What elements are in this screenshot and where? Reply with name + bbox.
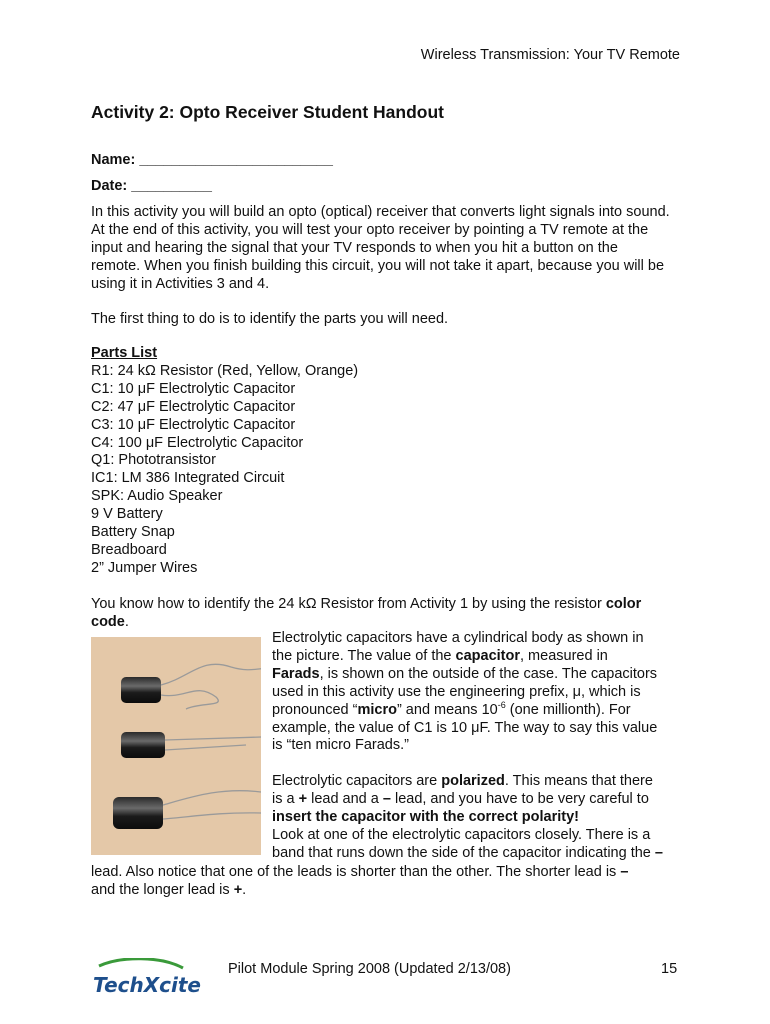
text-run: (one millionth). For [505,701,631,718]
text-line [272,791,682,809]
name-field [91,151,333,169]
page-title: Activity 2: Opto Receiver Student Handout [91,102,444,122]
date-blank: __________ [131,178,212,194]
logo-text: TechXcite [93,973,201,997]
text-line [272,699,682,720]
techxcite-logo [91,958,201,1004]
resistor-paragraph-end [91,613,129,631]
text-line: example, the value of C1 is 10 μF. The way to say this value [272,719,658,736]
polarized-paragraph [272,773,682,863]
parts-list-heading: Parts List [91,345,158,361]
text-line [272,666,682,684]
date-field [91,177,212,195]
parts-list-item: IC1: LM 386 Integrated Circuit [91,470,285,487]
text-line: Electrolytic capacitors have a cylindrical body as shown in [272,630,644,646]
text-run: ” and means 10 [396,701,498,718]
text-run: is a [272,790,299,807]
minus-sign: – [620,864,629,880]
parts-list-item: SPK: Audio Speaker [91,488,223,505]
polarized-term: polarized [441,773,505,789]
parts-list-item: Breadboard [91,541,167,558]
parts-list-item: Battery Snap [91,524,175,541]
date-label: Date: [91,178,128,194]
plus-sign: + [233,882,243,898]
page-number: 15 [661,961,678,977]
farads-term: Farads [272,665,320,682]
parts-list-item: Q1: Phototransistor [91,452,216,469]
text-line [91,881,246,899]
text-run: , is shown on the outside of the case. The capacitors [319,665,658,682]
polarity-warning: insert the capacitor with the correct polarity! [272,808,579,825]
text-line [272,773,682,791]
parts-list [91,345,358,578]
capacitors-photo [91,637,261,855]
minus-sign: – [382,790,391,807]
exponent: -6 [497,699,506,710]
period: . [124,614,129,630]
text-run: the picture. The value of the [272,647,456,664]
capacitor-paragraph [272,630,682,755]
capacitor-2 [121,732,261,758]
capacitors-illustration [91,637,261,855]
parts-list-item: C3: 10 μF Electrolytic Capacitor [91,416,296,433]
running-header: Wireless Transmission: Your TV Remote [420,47,680,63]
intro-paragraph: In this activity you will build an opto (optical) receiver that converts light signals into sound. At the end of this activity, you will test your opto receiver by pointing a TV remote at the input and hearing the signal that your TV responds to when you hit a button on the remote. When you finish building this circuit, you will not take it apart, because you will be using it in Activities 3 and 4. [91,204,670,292]
text-line [272,845,682,863]
text-line: Look at one of the electrolytic capacitors closely. There is a [272,826,651,843]
code-term: code [91,614,125,630]
capacitor-1 [121,664,261,709]
text-run: lead and a [307,790,383,807]
text-run: and the longer lead is [91,882,234,898]
text-run: lead. Also notice that one of the leads is shorter than the other. The shorter lead is [91,864,621,880]
resistor-paragraph [91,595,641,613]
name-blank: ________________________ [139,152,333,168]
text-line [272,648,682,666]
text-run: Electrolytic capacitors are [272,773,442,789]
resistor-text: You know how to identify the 24 kΩ Resistor from Activity 1 by using the resistor [91,596,606,612]
capacitor-3 [113,791,261,829]
text-run: . [242,882,247,898]
parts-list-item: 9 V Battery [91,506,163,523]
text-line: used in this activity use the engineering prefix, μ, which is [272,683,641,700]
parts-list-item: C1: 10 μF Electrolytic Capacitor [91,380,296,397]
color-term: color [605,596,642,612]
text-line: is “ten micro Farads.” [272,737,409,754]
parts-list-item: C4: 100 μF Electrolytic Capacitor [91,434,304,451]
minus-sign: – [654,844,663,861]
parts-list-item: 2” Jumper Wires [91,559,198,576]
logo-swoosh [99,959,183,968]
text-run: band that runs down the side of the capacitor indicating the [272,844,655,861]
text-run: pronounced “ [272,701,358,718]
text-run: . This means that there [504,773,653,789]
parts-list-item: R1: 24 kΩ Resistor (Red, Yellow, Orange) [91,362,359,379]
name-label: Name: [91,152,136,168]
parts-list-item: C2: 47 μF Electrolytic Capacitor [91,398,296,415]
logo-graphic [91,958,201,1004]
micro-term: micro [357,701,397,718]
plus-sign: + [298,790,308,807]
footer-text: Pilot Module Spring 2008 (Updated 2/13/08) [228,961,511,977]
capacitor-term: capacitor [455,647,520,664]
text-line [91,863,628,881]
first-thing-paragraph: The first thing to do is to identify the parts you will need. [91,311,449,327]
text-run: , measured in [520,647,608,664]
text-run: lead, and you have to be very careful to [390,790,649,807]
